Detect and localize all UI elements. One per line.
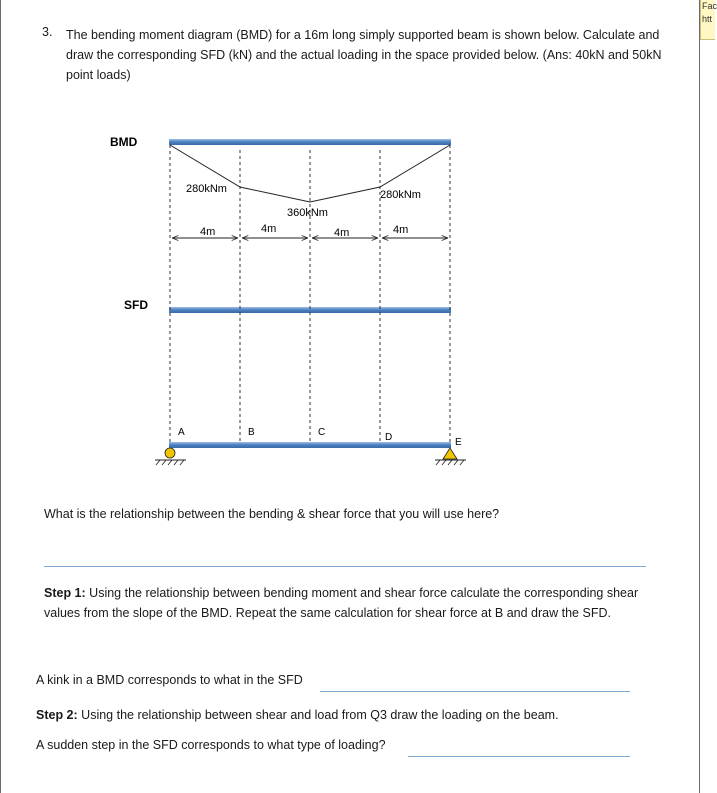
step-1-label: Step 1: [44,586,86,600]
step-1-text: Using the relationship between bending moment and shear force calculate the corresponding shear values from the slope of the BMD. Repeat the same calculation for shear force at B and draw the SFD. [44,586,639,620]
span-label-bc: 4m [261,223,277,235]
pin-support-a [155,448,186,465]
point-label-a: A [178,427,185,438]
moment-label-c: 360kNm [287,207,328,219]
step-2-paragraph [36,708,559,722]
answer-line-kink[interactable] [320,691,630,692]
kink-question: A kink in a BMD corresponds to what in the SFD [36,673,303,687]
answer-line-relationship[interactable] [44,566,646,567]
span-label-de: 4m [393,224,409,236]
point-label-e: E [455,437,462,448]
step-1-paragraph [44,583,656,623]
step-loading-question: A sudden step in the SFD corresponds to what type of loading? [36,738,386,752]
span-label-cd: 4m [334,227,350,239]
corner-note-line-2: htt [702,14,713,24]
point-label-c: C [318,427,326,438]
step-2-label: Step 2: [36,708,78,722]
question-number: 3. [42,25,53,39]
span-label-ab: 4m [200,226,216,238]
roller-support-e [435,448,466,465]
corner-note-line-1: Fac [702,1,717,11]
sfd-label: SFD [124,298,148,312]
relationship-question: What is the relationship between the bending & shear force that you will use here? [44,507,500,521]
answer-line-step[interactable] [408,756,630,757]
moment-label-d: 280kNm [380,189,421,201]
step-2-text: Using the relationship between shear and load from Q3 draw the loading on the beam. [77,708,559,722]
point-label-b: B [248,427,255,438]
moment-label-b: 280kNm [186,183,227,195]
question-text: The bending moment diagram (BMD) for a 16m long simply supported beam is shown below. Calculate and draw the corresponding SFD (kN) and the actual loading in the space provided below. (Ans: 40kN and 50kN point loads) [66,28,662,82]
point-label-d: D [385,432,393,443]
loading-beam [169,442,451,448]
bmd-beam [169,139,451,145]
bmd-label: BMD [110,135,138,149]
